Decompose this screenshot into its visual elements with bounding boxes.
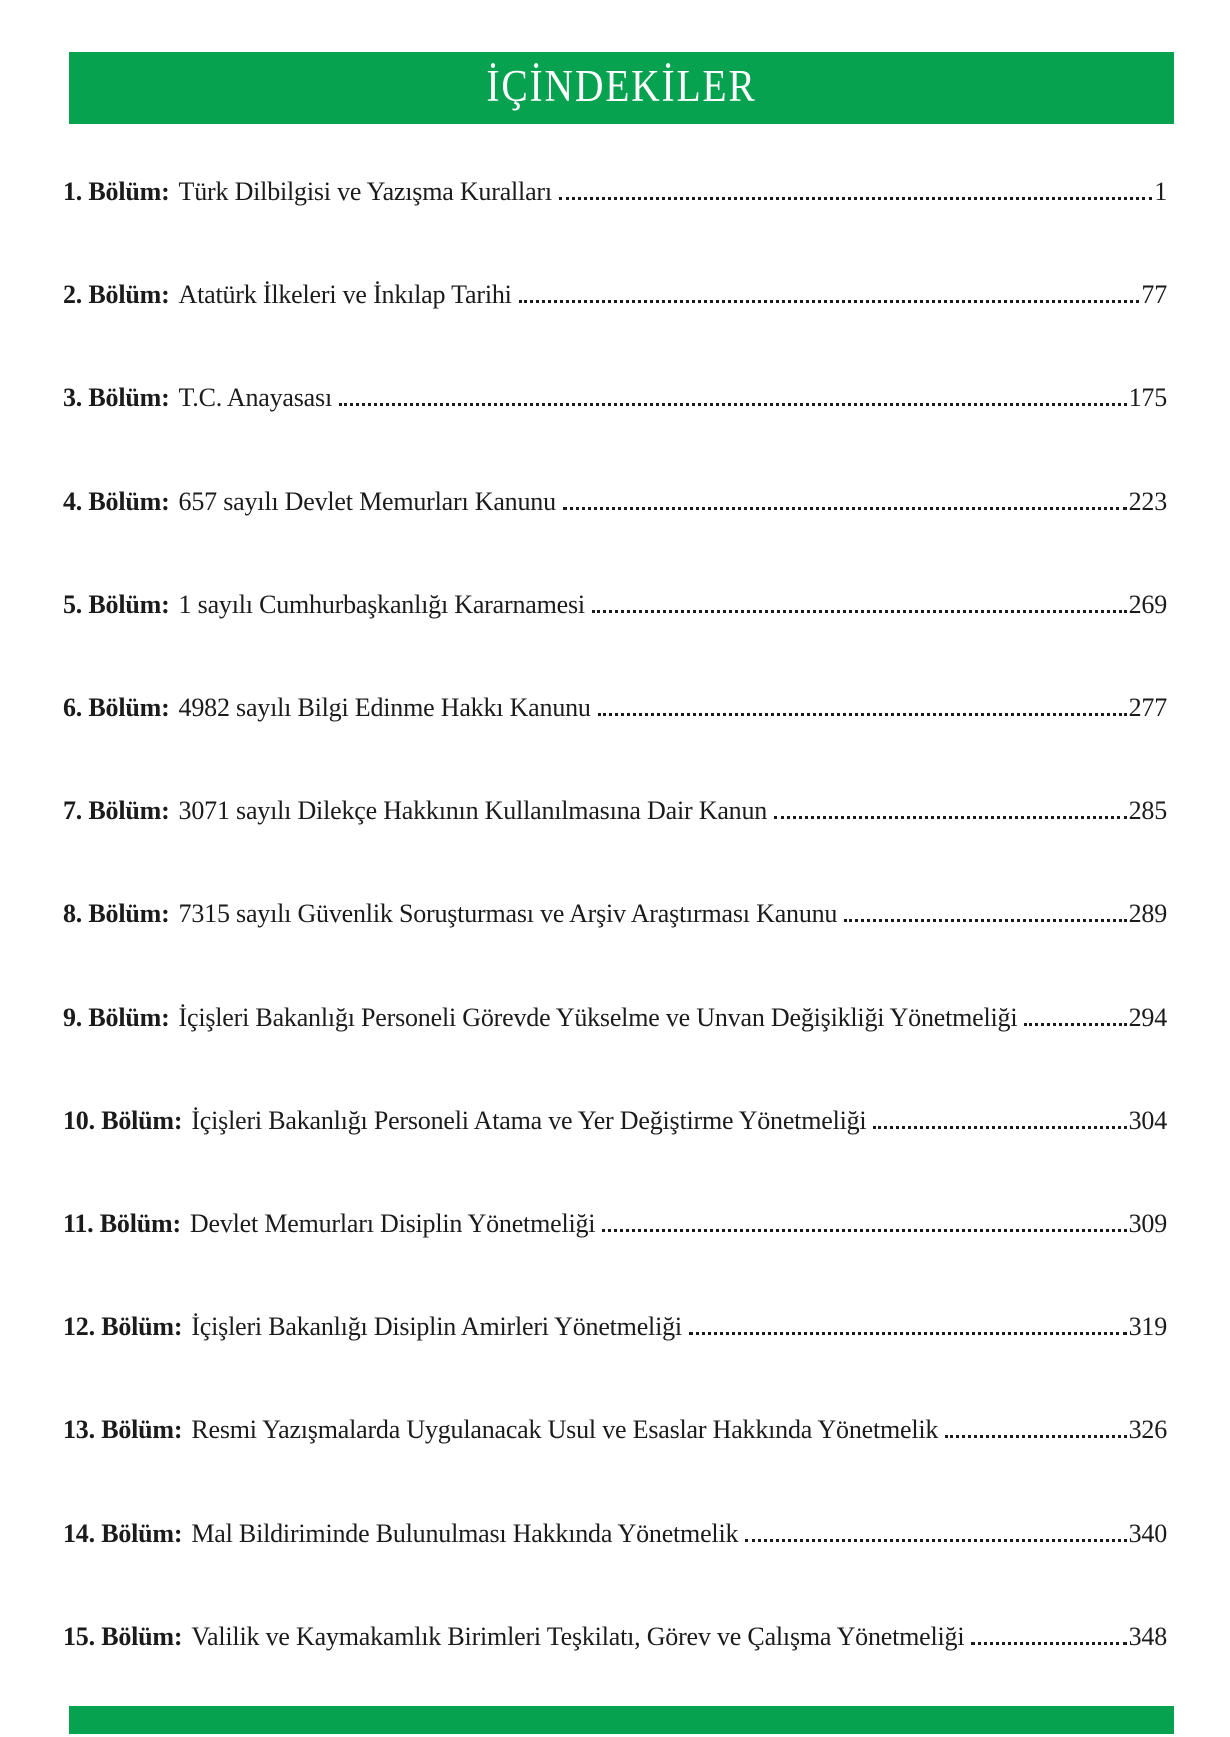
toc-page-number: 326 [1128, 1415, 1167, 1445]
toc-dot-leader [945, 1435, 1126, 1438]
toc-entry [63, 1001, 1167, 1035]
toc-entry [63, 485, 1167, 519]
toc-entry-label: 6. Bölüm: [63, 693, 170, 723]
toc-entry-label: 13. Bölüm: [63, 1415, 183, 1445]
toc-dot-leader [602, 1229, 1126, 1232]
toc-page-number: 304 [1128, 1105, 1167, 1135]
toc-page-number: 1 [1154, 177, 1167, 206]
toc-entry-title: İçişleri Bakanlığı Personeli Görevde Yükselme ve Unvan Değişikliği Yönetmeliği [178, 1002, 1018, 1032]
toc-entry [63, 588, 1167, 622]
footer-bar [69, 1706, 1174, 1734]
toc-entry-title: 657 sayılı Devlet Memurları Kanunu [178, 486, 556, 516]
toc-entry [63, 897, 1167, 931]
toc-entry-label: 7. Bölüm: [63, 796, 170, 826]
toc-page-number: 77 [1141, 280, 1167, 310]
toc-entry [63, 1620, 1167, 1654]
toc-entry [63, 381, 1167, 415]
toc-entry [63, 794, 1167, 828]
toc-entry-title: İçişleri Bakanlığı Personeli Atama ve Yer Değiştirme Yönetmeliği [191, 1105, 867, 1135]
toc-entry-label: 4. Bölüm: [63, 486, 170, 516]
toc-entry [63, 278, 1167, 312]
toc-entry [63, 1517, 1167, 1551]
toc-dot-leader [1024, 1023, 1126, 1026]
toc-entry-title: 3071 sayılı Dilekçe Hakkının Kullanılmasına Dair Kanun [178, 796, 768, 826]
toc-dot-leader [563, 507, 1127, 510]
toc-entry-label: 3. Bölüm: [63, 383, 170, 413]
toc-entry-title: Resmi Yazışmalarda Uygulanacak Usul ve Esaslar Hakkında Yönetmelik [191, 1415, 939, 1445]
contents-header-bar [69, 52, 1174, 124]
toc-entry-label: 5. Bölüm: [63, 589, 170, 619]
toc-dot-leader [774, 816, 1127, 819]
toc-list [63, 175, 1167, 1654]
toc-page-number: 294 [1128, 1002, 1167, 1032]
toc-entry [63, 175, 1167, 209]
toc-page-number: 319 [1128, 1312, 1167, 1342]
toc-page-number: 269 [1128, 589, 1167, 619]
toc-entry [63, 1104, 1167, 1138]
toc-entry-title: T.C. Anayasası [178, 383, 332, 413]
toc-page-number: 175 [1128, 383, 1167, 413]
toc-entry-label: 14. Bölüm: [63, 1518, 183, 1548]
toc-entry-label: 1. Bölüm: [63, 177, 170, 206]
toc-entry-label: 15. Bölüm: [63, 1621, 183, 1651]
toc-entry [63, 1310, 1167, 1344]
toc-entry-label: 10. Bölüm: [63, 1105, 183, 1135]
toc-dot-leader [592, 610, 1127, 613]
toc-entry-title: İçişleri Bakanlığı Disiplin Amirleri Yönetmeliği [191, 1312, 682, 1342]
toc-entry-title: 7315 sayılı Güvenlik Soruşturması ve Arşiv Araştırması Kanunu [178, 899, 838, 929]
toc-dot-leader [745, 1539, 1126, 1542]
toc-dot-leader [339, 403, 1127, 406]
toc-page-number: 309 [1128, 1209, 1167, 1239]
toc-entry-label: 2. Bölüm: [63, 280, 170, 310]
toc-dot-leader [689, 1332, 1127, 1335]
toc-dot-leader [598, 713, 1127, 716]
toc-entry-label: 8. Bölüm: [63, 899, 170, 929]
toc-page-number: 289 [1128, 899, 1167, 929]
toc-entry-title: 4982 sayılı Bilgi Edinme Hakkı Kanunu [178, 693, 591, 723]
toc-entry-label: 11. Bölüm: [63, 1209, 181, 1239]
toc-entry [63, 1207, 1167, 1241]
toc-entry-title: Atatürk İlkeleri ve İnkılap Tarihi [178, 280, 512, 310]
toc-entry-title: Türk Dilbilgisi ve Yazışma Kuralları [178, 177, 552, 206]
toc-dot-leader [519, 300, 1140, 303]
toc-page-number: 277 [1128, 693, 1167, 723]
toc-entry-label: 9. Bölüm: [63, 1002, 170, 1032]
toc-entry-label: 12. Bölüm: [63, 1312, 183, 1342]
toc-dot-leader [559, 197, 1152, 200]
toc-entry-title: Devlet Memurları Disiplin Yönetmeliği [189, 1209, 596, 1239]
toc-page-number: 340 [1128, 1518, 1167, 1548]
toc-entry [63, 691, 1167, 725]
toc-entry [63, 1413, 1167, 1447]
toc-entry-title: Valilik ve Kaymakamlık Birimleri Teşkilatı, Görev ve Çalışma Yönetmeliği [191, 1621, 965, 1651]
toc-page-number: 223 [1128, 486, 1167, 516]
toc-entry-title: Mal Bildiriminde Bulunulması Hakkında Yönetmelik [191, 1518, 739, 1548]
toc-page-number: 348 [1128, 1621, 1167, 1651]
page-title: İÇİNDEKİLER [486, 60, 757, 111]
toc-page-number: 285 [1128, 796, 1167, 826]
toc-dot-leader [971, 1642, 1126, 1645]
toc-dot-leader [844, 919, 1126, 922]
toc-entry-title: 1 sayılı Cumhurbaşkanlığı Kararnamesi [178, 589, 585, 619]
toc-dot-leader [873, 1126, 1126, 1129]
